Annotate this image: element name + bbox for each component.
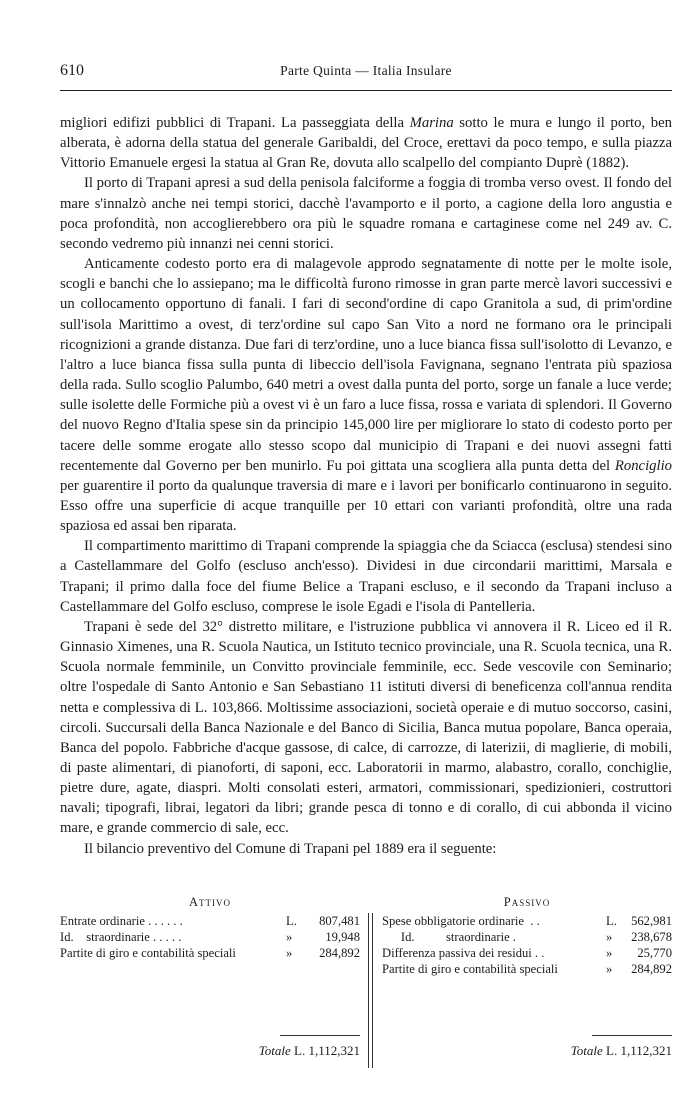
passivo-row xyxy=(382,913,672,929)
row-unit: » xyxy=(286,930,293,944)
attivo-row xyxy=(60,945,360,961)
attivo-title: Attivo xyxy=(188,895,232,909)
row-amount: 284,892 xyxy=(319,946,360,960)
italic-term: Ronciglio xyxy=(614,457,672,474)
column-divider xyxy=(368,913,373,1068)
paragraph: Trapani è sede del 32° distretto militare, e l'istruzione pubblica vi annovera il R. Liceo ed il R. Ginnasio Ximenes, una R. Scuola Nautica, un Istituto tecnico provinciale, una R. Scuola tecnica, una R. Scuola normale femminile, un Convitto provinciale femminile, ecc. Sede vescovile con Seminario; oltre l'ospedale di Santo Antonio e San Sebastiano 11 istituti diversi di beneficenza coll'annua rendita netta e complessiva di L. 103,866. Moltissime associazioni, società operaie e di mutuo soccorso, casini, circoli. Succursali della Banca Nazionale e del Banco di Sicilia, Banca mutua popolare, Banca operaia, Banca del popolo. Fabbriche d'acque gassose, di calce, di carrozze, di laterizii, di maglierie, di mobili, di paste alimentari, di pianoforti, di saponi, ecc. Laboratorii in marmo, alabastro, corallo, conchiglie, pietre dure, agate, diaspri. Molti consolati esteri, armatori, commissionari, spedizionieri, costruttori navali; tipografi, librai, legatori da libri; grande pesca di tonno e di corallo, di cui abbonda il vicino mare, e grande commercio di sale, ecc. xyxy=(60,618,672,837)
passivo-row xyxy=(382,929,672,945)
row-amount: 807,481 xyxy=(319,914,360,928)
header-rule xyxy=(60,90,672,91)
attivo-column xyxy=(60,893,360,1058)
attivo-row xyxy=(60,929,360,945)
row-label: Differenza passiva dei residui . . xyxy=(382,946,545,960)
attivo-total-rule xyxy=(280,1035,360,1036)
row-amount: 19,948 xyxy=(325,930,360,944)
attivo-total xyxy=(259,1042,360,1060)
row-label: Spese obbligatorie ordinarie . . xyxy=(382,914,540,928)
row-label: Id. straordinarie . xyxy=(382,930,516,944)
row-label: Partite di giro e contabilità speciali xyxy=(382,962,558,976)
row-unit: L. xyxy=(286,914,297,928)
row-unit: » xyxy=(606,962,613,976)
paragraph: migliori edifizi pubblici di Trapani. La passeggiata della Marina sotto le mura e lungo il porto, ben alberata, è adorna della statua del generale Garibaldi, del Croce, erettavi da poco tempo, e sulla piazza Vittorio Emanuele ergesi la statua al Gran Re, dovuta allo scalpello del compianto Duprè (1882). xyxy=(60,115,672,172)
page-header xyxy=(60,62,672,84)
paragraph: Il compartimento marittimo di Trapani comprende la spiaggia che da Sciacca (esclusa) stendesi sino a Castellammare del Golfo (escluso anch'esso). Dividesi in due circondarii marittimi, Marsala e Trapani; il primo dalla foce del fiume Belice a Trapani escluso, e il secondo da Trapani incluso a Castellammare del Golfo escluso, comprese le isole Egadi e l'isola di Pantelleria. xyxy=(60,538,672,615)
passivo-row xyxy=(382,945,672,961)
paragraph: Anticamente codesto porto era di malagevole approdo segnatamente di notte per le molte isole, scogli e banchi che lo assiepano; ma le difficoltà furono rimosse in gran parte mercè lavori successivi e un collocamento opportuno di fanali. I fari di second'ordine di capo Granitola a sud, di prim'ordine sull'isola Marittimo a ovest, di terz'ordine sul capo San Vito a nord ne formano ora le principali ricognizioni a grande distanza. Due fari di terz'ordine, uno a luce bianca fissa sull'isolotto di Levanzo, e l'altro a luce bianca fissa sulla punta di libeccio dell'isola Favignana, segnano l'entrata più spaziosa della rada. Sullo scoglio Palumbo, 640 metri a ovest dalla punta del porto, sorge un fanale a luce verde; sulle isolette delle Formiche più a ovest vi è un faro a luce fissa, rossa e variata di splendori. Il Governo del nuovo Regno d'Italia spese sin da principio 145,000 lire per migliorare lo stato di codesto porto per tacere delle somme erogate allo stesso scopo dal municipio di Trapani e dei nuovi assegni fatti recentemente dal Governo per ben munirlo. Fu poi gittata una scogliera alla punta detta del Ronciglio per guarentire il porto da qualunque traversia di mare e i lavori per bonificarlo continuarono in seguito. Esso offre una superficie di acque tranquille per 10 ettari con varianti profondità, oltre una rada spaziosa ed assai ben riparata. xyxy=(60,256,672,535)
passivo-column xyxy=(382,893,672,1058)
row-amount: 562,981 xyxy=(631,914,672,928)
row-amount: 238,678 xyxy=(631,930,672,944)
total-label: Totale xyxy=(258,1043,291,1058)
row-label: Id. straordinarie . . . . . xyxy=(60,930,182,944)
row-unit: » xyxy=(286,946,293,960)
page-number: 610 xyxy=(60,62,84,79)
total-amount: 1,112,321 xyxy=(308,1043,360,1058)
row-unit: » xyxy=(606,930,613,944)
row-label: Partite di giro e contabilità speciali xyxy=(60,946,236,960)
passivo-total-rule xyxy=(592,1035,672,1036)
total-amount: 1,112,321 xyxy=(620,1043,672,1058)
total-unit: L. xyxy=(294,1043,306,1058)
row-unit: » xyxy=(606,946,613,960)
row-label: Entrate ordinarie . . . . . . xyxy=(60,914,183,928)
total-label: Totale xyxy=(570,1043,603,1058)
body-text xyxy=(60,113,672,859)
row-amount: 25,770 xyxy=(637,946,672,960)
passivo-row xyxy=(382,961,672,977)
paragraph: Il bilancio preventivo del Comune di Trapani pel 1889 era il seguente: xyxy=(84,840,497,857)
passivo-total xyxy=(571,1042,672,1060)
row-unit: L. xyxy=(606,914,617,928)
passivo-title: Passivo xyxy=(503,895,551,909)
total-unit: L. xyxy=(606,1043,618,1058)
attivo-row xyxy=(60,913,360,929)
running-head: Parte Quinta — Italia Insulare xyxy=(280,63,452,78)
italic-term: Marina xyxy=(409,115,454,131)
row-amount: 284,892 xyxy=(631,962,672,976)
paragraph: Il porto di Trapani apresi a sud della penisola falciforme a foggia di tromba verso ovest. Il fondo del mare s'innalzò anche nei tempi storici, dacchè l'avamporto e il porto, a cagione della loro angustia e poca profondità, non accoglierebbero ora più le squadre romana e cartaginese come nel 249 av. C. secondo vedremo più innanzi nei cenni storici. xyxy=(60,175,672,252)
